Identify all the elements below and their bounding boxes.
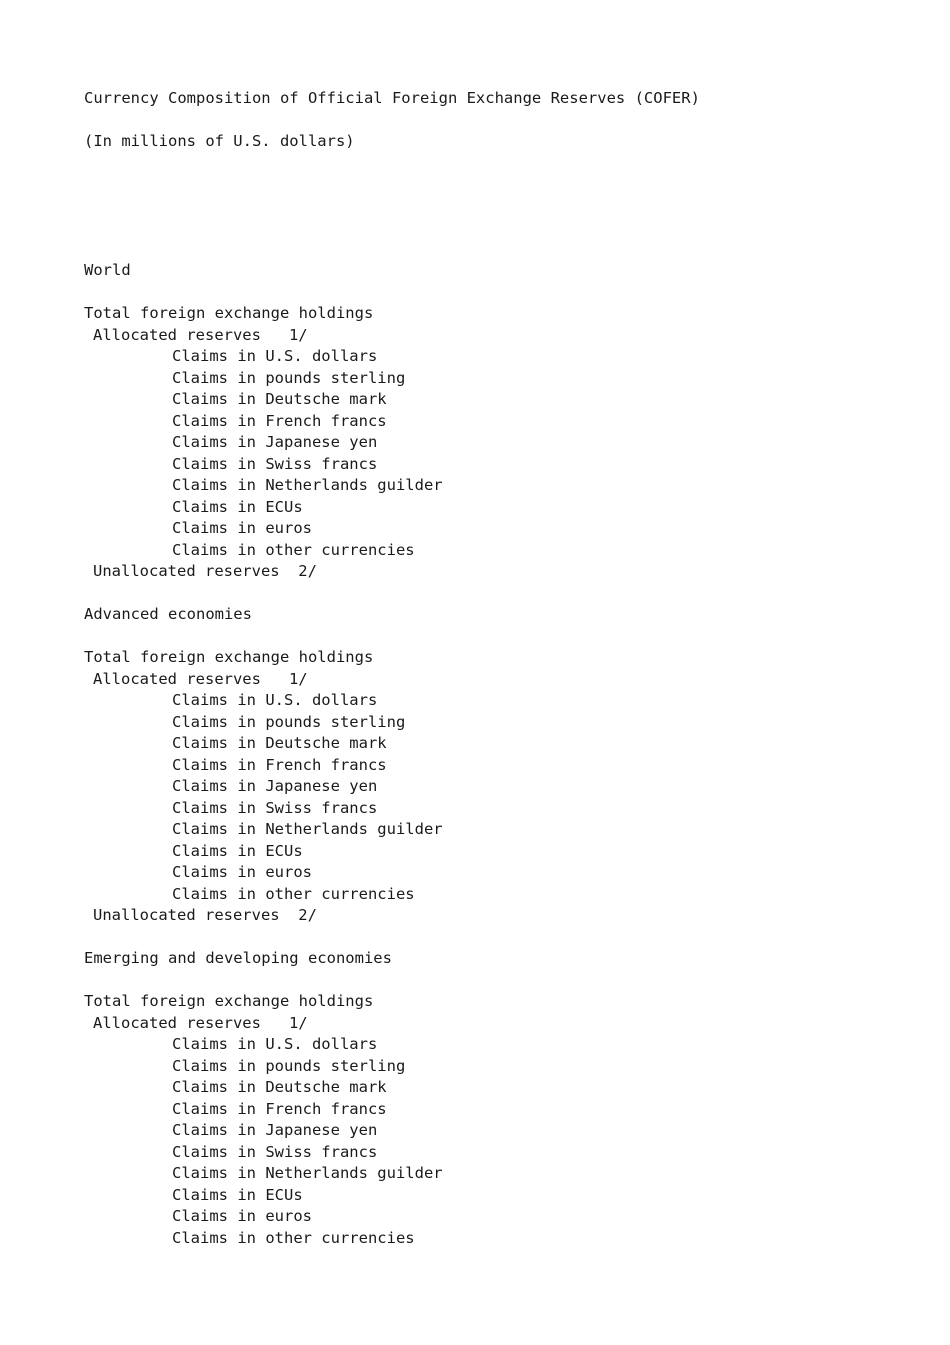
claims-row: Claims in U.S. dollars — [172, 347, 378, 365]
claims-row: Claims in Deutsche mark — [172, 734, 387, 752]
claims-row: Claims in Deutsche mark — [172, 1078, 387, 1096]
unallocated-reserves-label: Unallocated reserves 2/ — [93, 906, 317, 924]
allocated-reserves-label: Allocated reserves 1/ — [93, 669, 308, 688]
unallocated-reserves-label: Unallocated reserves 2/ — [93, 562, 317, 580]
claims-row: Claims in pounds sterling — [172, 368, 406, 387]
total-holdings-label: Total foreign exchange holdings — [84, 992, 374, 1010]
allocated-reserves-label: Allocated reserves 1/ — [93, 325, 308, 344]
section-heading: Emerging and developing economies — [84, 949, 392, 967]
claims-row: Claims in pounds sterling — [172, 712, 406, 731]
claims-row: Claims in Japanese yen — [172, 1121, 378, 1139]
section-heading: Advanced economies — [84, 605, 252, 623]
section — [84, 260, 904, 604]
claims-row: Claims in Swiss francs — [172, 454, 378, 473]
total-holdings-label: Total foreign exchange holdings — [84, 648, 374, 666]
section-heading: World — [84, 261, 131, 279]
claims-row: Claims in other currencies — [172, 1228, 415, 1247]
claims-row: Claims in Netherlands guilder — [172, 476, 443, 494]
document-page — [84, 88, 904, 1249]
claims-row: Claims in French francs — [172, 1099, 387, 1118]
claims-row: Claims in Japanese yen — [172, 433, 378, 451]
document-subtitle: (In millions of U.S. dollars) — [84, 132, 355, 150]
claims-row: Claims in Netherlands guilder — [172, 820, 443, 838]
sections-container — [84, 260, 904, 1249]
claims-row: Claims in Swiss francs — [172, 798, 378, 817]
claims-row: Claims in Deutsche mark — [172, 390, 387, 408]
allocated-reserves-label: Allocated reserves 1/ — [93, 1013, 308, 1032]
claims-row: Claims in euros — [172, 519, 312, 537]
claims-row: Claims in French francs — [172, 755, 387, 774]
claims-row: Claims in ECUs — [172, 497, 303, 516]
document-title: Currency Composition of Official Foreign Exchange Reserves (COFER) — [84, 89, 700, 107]
claims-row: Claims in other currencies — [172, 884, 415, 903]
claims-row: Claims in U.S. dollars — [172, 691, 378, 709]
claims-row: Claims in pounds sterling — [172, 1056, 406, 1075]
claims-row: Claims in ECUs — [172, 841, 303, 860]
claims-row: Claims in U.S. dollars — [172, 1035, 378, 1053]
claims-row: Claims in Japanese yen — [172, 777, 378, 795]
claims-row: Claims in euros — [172, 1207, 312, 1225]
section — [84, 604, 904, 948]
section — [84, 948, 904, 1249]
claims-row: Claims in euros — [172, 863, 312, 881]
claims-row: Claims in Netherlands guilder — [172, 1164, 443, 1182]
claims-row: Claims in ECUs — [172, 1185, 303, 1204]
claims-row: Claims in French francs — [172, 411, 387, 430]
claims-row: Claims in other currencies — [172, 540, 415, 559]
total-holdings-label: Total foreign exchange holdings — [84, 304, 374, 322]
claims-row: Claims in Swiss francs — [172, 1142, 378, 1161]
